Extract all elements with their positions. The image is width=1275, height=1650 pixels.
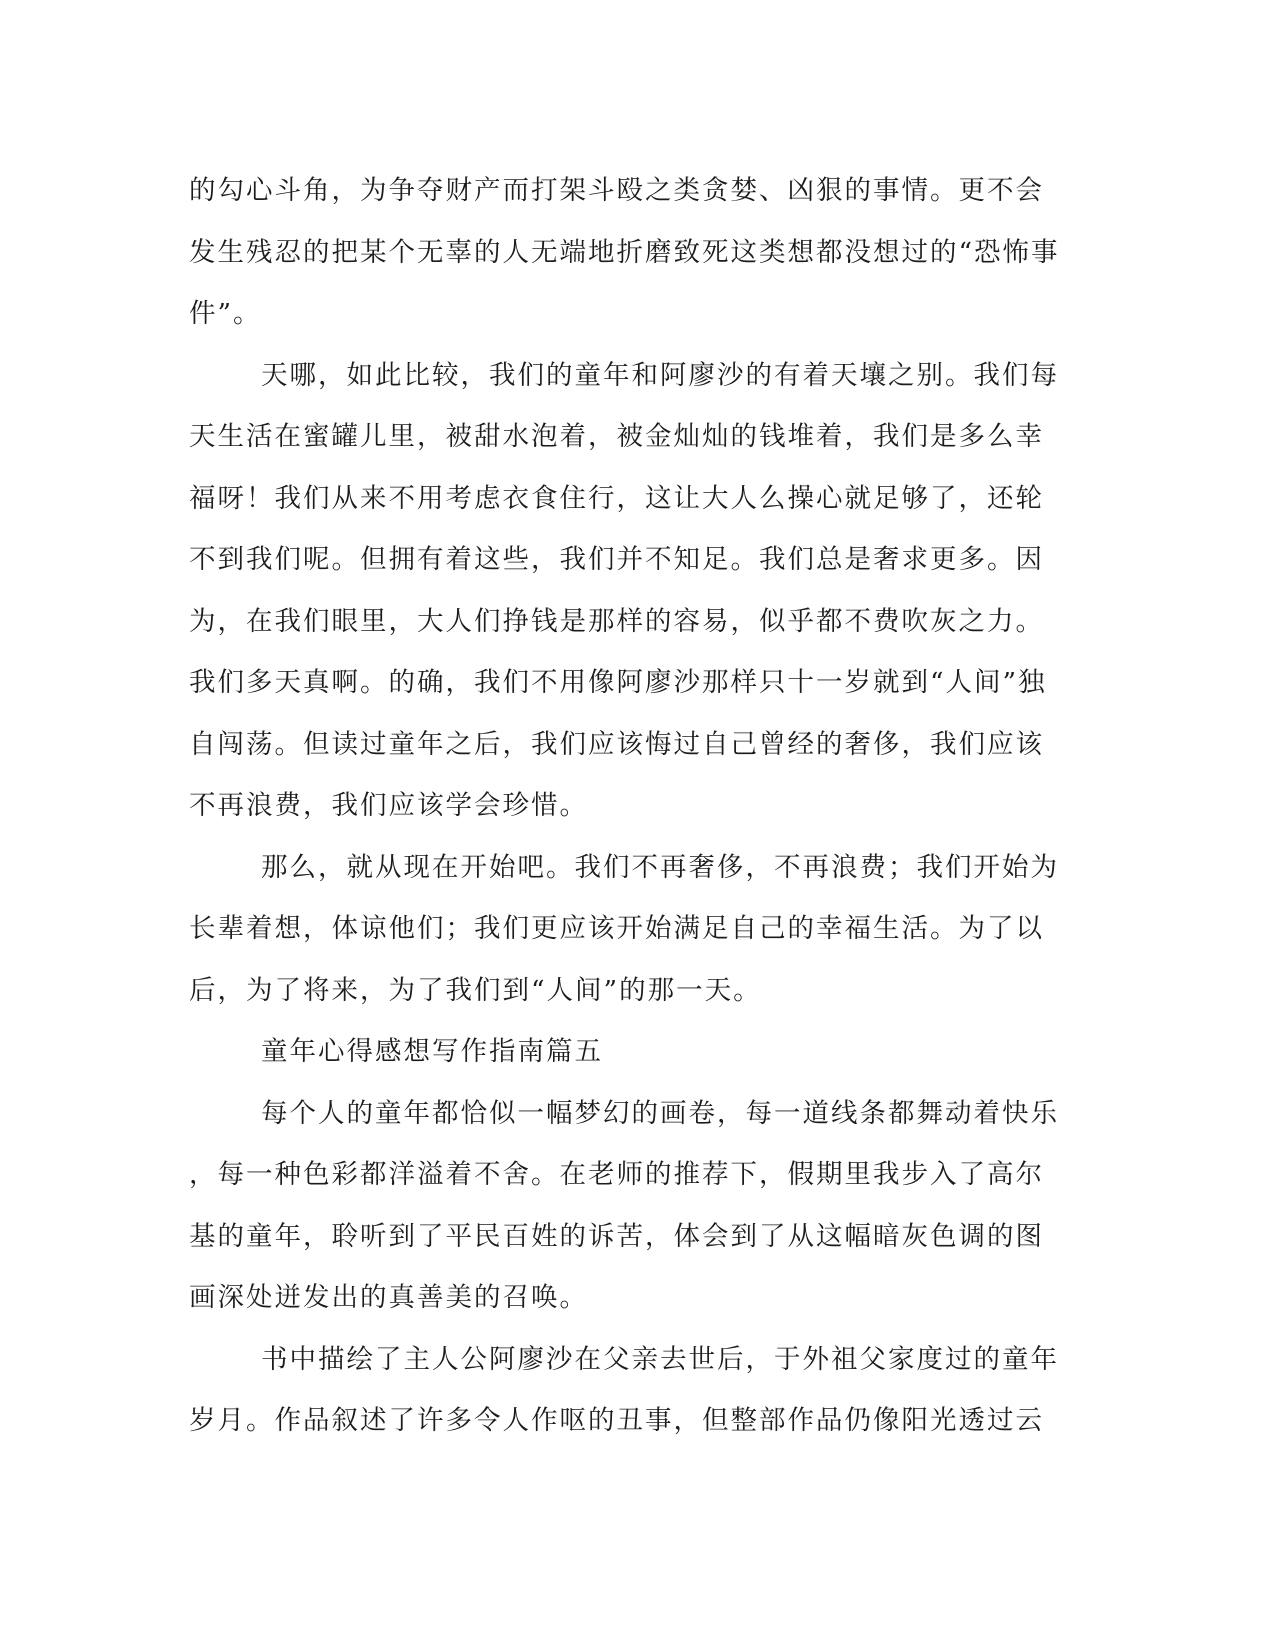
text-line: 件”。: [189, 298, 262, 329]
text-line: 后，为了将来，为了我们到“人间”的那一天。: [189, 974, 762, 1006]
paragraph-3: [189, 837, 1069, 1022]
text-line: 天生活在蜜罐儿里，被甜水泡着，被金灿灿的钱堆着，我们是多么幸: [189, 421, 1044, 452]
paragraph-5: [189, 1329, 1069, 1452]
text-line: 岁月。作品叙述了许多令人作呕的丑事，但整部作品仍像阳光透过云: [189, 1405, 1044, 1436]
document-body: [189, 160, 1069, 1452]
text-line: 发生残忍的把某个无辜的人无端地折磨致死这类想都没想过的“恐怖事: [189, 236, 1060, 268]
paragraph-2: [189, 345, 1069, 837]
paragraph-1: [189, 160, 1069, 345]
text-line: 不到我们呢。但拥有着这些，我们并不知足。我们总是奢求更多。因: [189, 544, 1044, 575]
text-line: 长辈着想，体谅他们；我们更应该开始满足自己的幸福生活。为了以: [189, 913, 1044, 944]
text-line: 每个人的童年都恰似一幅梦幻的画卷，每一道线条都舞动着快乐: [261, 1097, 1059, 1129]
text-line: 书中描绘了主人公阿廖沙在父亲去世后，于外祖父家度过的童年: [261, 1343, 1059, 1375]
text-line: 福呀！我们从来不用考虑衣食住行，这让大人么操心就足够了，还轮: [189, 482, 1044, 514]
paragraph-4: [189, 1083, 1069, 1329]
text-line: 基的童年，聆听到了平民百姓的诉苦，体会到了从这幅暗灰色调的图: [189, 1220, 1044, 1252]
text-line: 的勾心斗角，为争夺财产而打架斗殴之类贪婪、凶狠的事情。更不会: [189, 175, 1044, 206]
text-line: 我们多天真啊。的确，我们不用像阿廖沙那样只十一岁就到“人间”独: [189, 667, 1047, 698]
text-line: 不再浪费，我们应该学会珍惜。: [189, 790, 588, 821]
section-heading: [189, 1021, 1069, 1083]
text-line: 那么，就从现在开始吧。我们不再奢侈，不再浪费；我们开始为: [261, 851, 1059, 883]
section-heading-text: 童年心得感想写作指南篇五: [261, 1036, 603, 1067]
text-line: 为，在我们眼里，大人们挣钱是那样的容易，似乎都不费吹灰之力。: [189, 605, 1044, 637]
text-line: ，每一种色彩都洋溢着不舍。在老师的推荐下，假期里我步入了高尔: [189, 1159, 1044, 1190]
text-line: 自闯荡。但读过童年之后，我们应该悔过自己曾经的奢侈，我们应该: [189, 728, 1044, 760]
text-line: 天哪，如此比较，我们的童年和阿廖沙的有着天壤之别。我们每: [261, 359, 1059, 391]
text-line: 画深处迸发出的真善美的召唤。: [189, 1282, 588, 1313]
